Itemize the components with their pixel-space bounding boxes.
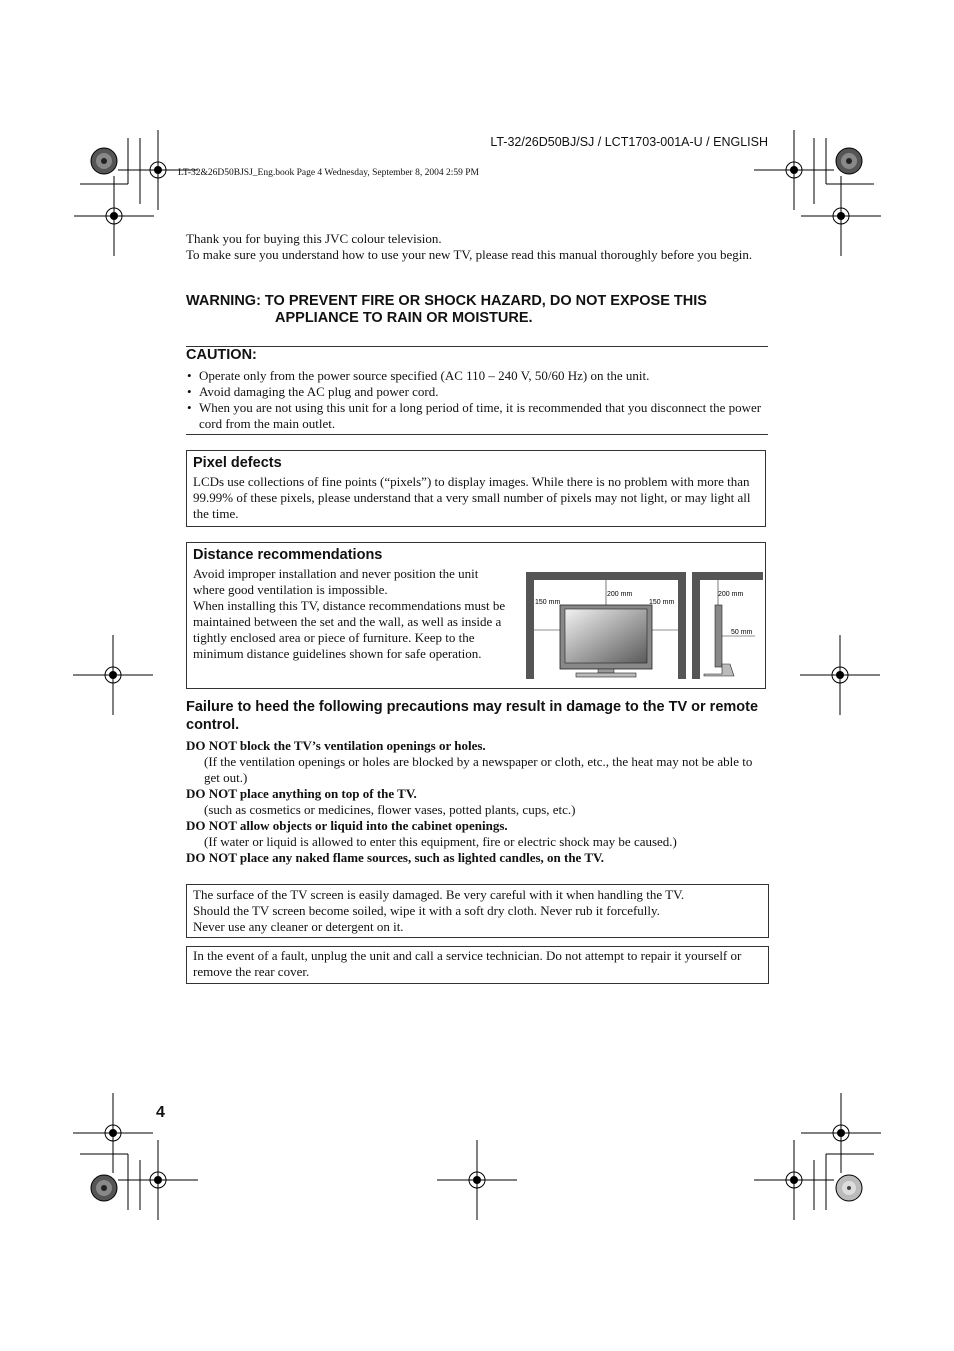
distance-diagram (526, 572, 764, 680)
page-number: 4 (156, 1104, 165, 1121)
screen-care-box (186, 884, 769, 938)
registration-crosshair-icon (437, 1140, 517, 1220)
registration-crosshair-icon (801, 176, 881, 256)
fault-text: In the event of a fault, unplug the unit and call a service technician. Do not attempt to repair it yourself or remove the rear cover. (193, 948, 742, 979)
precaution-head: DO NOT place any naked flame sources, such as lighted candles, on the TV. (186, 850, 604, 865)
precaution-head: DO NOT allow objects or liquid into the cabinet openings. (186, 818, 508, 833)
front-right-distance-label: 150 mm (649, 599, 675, 606)
registration-crosshair-icon (118, 1140, 198, 1220)
caution-title: CAUTION: (186, 347, 257, 363)
precaution-detail: (such as cosmetics or medicines, flower vases, potted plants, cups, etc.) (204, 802, 576, 817)
warning-line-1: WARNING: TO PREVENT FIRE OR SHOCK HAZARD, DO NOT EXPOSE THIS (186, 293, 707, 309)
front-view-diagram (526, 572, 686, 679)
caution-top-rule (186, 346, 768, 347)
pixel-defects-body: LCDs use collections of fine points (“pixels”) to display images. While there is no problem with more than 99.99% of these pixels, please understand that a very small number of pixels may not light, or may light all the time. (193, 474, 751, 521)
registration-crosshair-icon (73, 635, 153, 715)
intro-line-2: To make sure you understand how to use your new TV, please read this manual thoroughly before you begin. (186, 247, 753, 262)
registration-rosette-icon (836, 148, 862, 174)
precaution-detail: (If water or liquid is allowed to enter this equipment, fire or electric shock may be caused.) (204, 834, 677, 849)
intro-line-1: Thank you for buying this JVC colour television. (186, 231, 442, 246)
warning-line-2: APPLIANCE TO RAIN OR MOISTURE. (275, 310, 533, 326)
screen-care-line-2: Should the TV screen become soiled, wipe it with a soft dry cloth. Never rub it forcefully. (193, 903, 660, 918)
side-top-distance-label: 200 mm (718, 591, 744, 598)
precaution-detail: (If the ventilation openings or holes are blocked by a newspaper or cloth, etc., the heat may not be able to get out.) (204, 754, 753, 785)
screen-care-line-1: The surface of the TV screen is easily damaged. Be very careful with it when handling the TV. (193, 887, 685, 902)
intro-text (186, 231, 771, 263)
pixel-defects-title: Pixel defects (193, 455, 282, 471)
caution-item: • Operate only from the power source specified (AC 110 – 240 V, 50/60 Hz) on the unit. (186, 368, 771, 384)
caution-list (186, 368, 771, 432)
distance-body (193, 566, 511, 662)
registration-rosette-icon (91, 1175, 117, 1201)
fault-box (186, 946, 769, 984)
warning-heading (186, 293, 776, 327)
front-left-distance-label: 150 mm (535, 599, 561, 606)
registration-crosshair-icon (801, 1093, 881, 1173)
registration-crosshair-icon (800, 635, 880, 715)
precautions-list (186, 738, 771, 866)
registration-crosshair-icon (73, 1093, 153, 1173)
precaution-head: DO NOT block the TV’s ventilation openings or holes. (186, 738, 486, 753)
registration-crosshair-icon (754, 1140, 834, 1220)
distance-title: Distance recommendations (193, 547, 383, 563)
registration-rosette-icon (91, 148, 117, 174)
side-view-diagram (692, 572, 763, 679)
precautions-title: Failure to heed the following precautions may result in damage to the TV or remote control. (186, 699, 759, 733)
caution-item: • When you are not using this unit for a long period of time, it is recommended that you disconnect the power cord from the main outlet. (186, 400, 771, 432)
pixel-defects-box (186, 450, 766, 527)
book-info-line: LT-32&26D50BJSJ_Eng.book Page 4 Wednesday, September 8, 2004 2:59 PM (178, 168, 479, 178)
front-top-distance-label: 200 mm (607, 591, 633, 598)
distance-body-para-1: Avoid improper installation and never position the unit where good ventilation is impossible. (193, 566, 479, 597)
precaution-head: DO NOT place anything on top of the TV. (186, 786, 417, 801)
registration-rosette-icon (836, 1175, 862, 1201)
header-model-line: LT-32/26D50BJ/SJ / LCT1703-001A-U / ENGLISH (490, 135, 768, 149)
distance-body-para-2: When installing this TV, distance recommendations must be maintained between the set and the wall, as well as inside a tightly enclosed area or piece of furniture. Keep to the minimum distance guidelines shown for safe operation. (193, 598, 506, 661)
caution-item: • Avoid damaging the AC plug and power cord. (186, 384, 771, 400)
registration-crosshair-icon (74, 176, 154, 256)
caution-bottom-rule (186, 434, 768, 435)
screen-care-line-3: Never use any cleaner or detergent on it. (193, 919, 404, 934)
side-back-distance-label: 50 mm (731, 629, 753, 636)
